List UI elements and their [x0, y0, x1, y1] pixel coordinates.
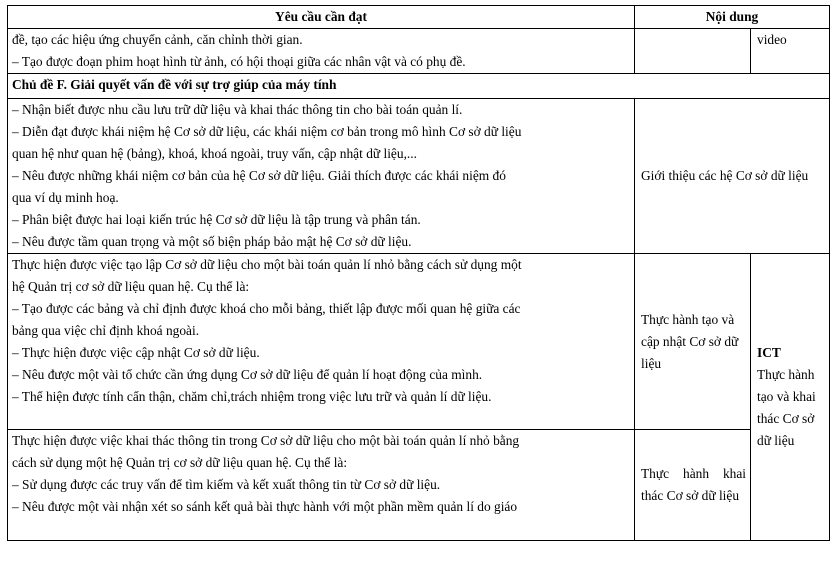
text-line: – Diễn đạt được khái niệm hệ Cơ sở dữ liệu, các khái niệm cơ bản trong mô hình Cơ sở dữ liệu — [12, 124, 522, 139]
content-cell: video — [751, 29, 830, 74]
table-row — [8, 254, 830, 430]
text-line: – Phân biệt được hai loại kiến trúc hệ Cơ sở dữ liệu là tập trung và phân tán. — [12, 212, 421, 227]
table-header-row — [8, 6, 830, 29]
text-line: – Thực hiện được việc cập nhật Cơ sở dữ liệu. — [12, 345, 260, 360]
text-line: Thực hiện được việc khai thác thông tin trong Cơ sở dữ liệu cho một bài toán quản lí nhỏ bằng — [12, 433, 520, 448]
header-requirements: Yêu cầu cần đạt — [8, 6, 635, 29]
ict-subtitle: Thực hành tạo và khai thác Cơ sở dữ liệu — [757, 367, 816, 448]
text-line: – Nêu được một vài tổ chức cần ứng dụng Cơ sở dữ liệu để quản lí hoạt động của mình. — [12, 367, 483, 382]
ict-title: ICT — [757, 345, 781, 360]
text-line: hệ Quản trị cơ sở dữ liệu quan hệ. Cụ thể là: — [12, 279, 250, 294]
content-cell: Thực hành tạo và cập nhật Cơ sở dữ liệu — [635, 254, 751, 430]
text-line: quan hệ như quan hệ (bảng), khoá, khoá ngoài, truy vấn, cập nhật dữ liệu,... — [12, 146, 417, 161]
content-cell: Thực hành khai thác Cơ sở dữ liệu — [635, 430, 751, 541]
text-line: – Tạo được đoạn phim hoạt hình từ ảnh, có hội thoại giữa các nhân vật và có phụ đề. — [12, 54, 466, 69]
text-line: – Nhận biết được nhu cầu lưu trữ dữ liệu và khai thác thông tin cho bài toán quản lí. — [12, 102, 463, 117]
ict-cell — [751, 254, 830, 541]
content-cell: Giới thiệu các hệ Cơ sở dữ liệu — [635, 99, 830, 254]
text-line: đề, tạo các hiệu ứng chuyển cảnh, căn chỉnh thời gian. — [12, 32, 303, 47]
table-row — [8, 29, 830, 74]
content-cell-empty — [635, 29, 751, 74]
text-line: qua ví dụ minh hoạ. — [12, 190, 119, 205]
text-line: – Nêu được những khái niệm cơ bản của hệ Cơ sở dữ liệu. Giải thích được các khái niệm đó — [12, 168, 506, 183]
header-content: Nội dung — [635, 6, 830, 29]
table-row — [8, 99, 830, 254]
table-row — [8, 430, 830, 541]
requirements-cell — [8, 99, 635, 254]
topic-title: Chủ đề F. Giải quyết vấn đề với sự trợ giúp của máy tính — [8, 74, 830, 99]
requirements-cell — [8, 29, 635, 74]
text-line: – Sử dụng được các truy vấn để tìm kiếm và kết xuất thông tin từ Cơ sở dữ liệu. — [12, 477, 441, 492]
text-line: bảng qua việc chỉ định khoá ngoài. — [12, 323, 200, 338]
requirements-cell — [8, 430, 635, 541]
text-line: cách sử dụng một hệ Quản trị cơ sở dữ liệu quan hệ. Cụ thể là: — [12, 455, 348, 470]
requirements-cell — [8, 254, 635, 430]
text-line: – Nêu được một vài nhận xét so sánh kết quả bài thực hành với một phần mềm quản lí do giáo — [12, 499, 518, 514]
text-line: Thực hiện được việc tạo lập Cơ sở dữ liệu cho một bài toán quản lí nhỏ bằng cách sử dụng một — [12, 257, 522, 272]
text-line: – Nêu được tầm quan trọng và một số biện pháp bảo mật hệ Cơ sở dữ liệu. — [12, 234, 412, 249]
curriculum-table — [7, 5, 830, 541]
topic-row — [8, 74, 830, 99]
text-line: – Tạo được các bảng và chỉ định được khoá cho mỗi bảng, thiết lập được mối quan hệ giữa các — [12, 301, 521, 316]
text-line: – Thể hiện được tính cẩn thận, chăm chỉ,trách nhiệm trong việc lưu trữ và quản lí dữ liệu. — [12, 389, 492, 404]
